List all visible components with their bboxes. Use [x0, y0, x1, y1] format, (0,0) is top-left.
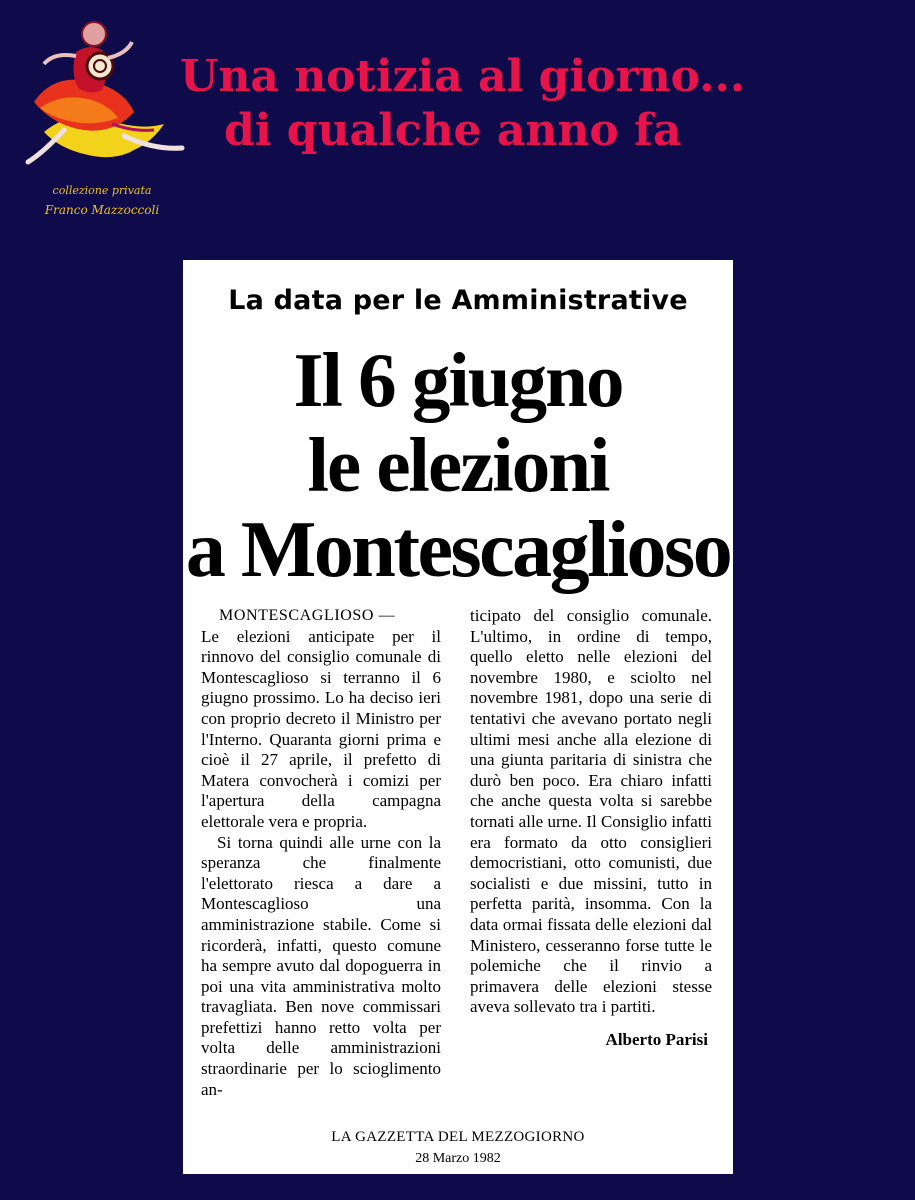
newspaper-clipping: [183, 260, 733, 1174]
article-dateline: MONTESCAGLIOSO —: [219, 607, 396, 624]
article-column-left: [201, 606, 441, 1100]
publication-date: 28 Marzo 1982: [415, 1151, 501, 1166]
logo-caption-owner: Franco Mazzoccoli: [44, 203, 160, 217]
page-title: [180, 50, 745, 158]
headline-line-2: le elezioni: [307, 422, 609, 508]
logo-caption-collection: collezione privata: [52, 184, 152, 197]
article-column-right: [470, 606, 712, 1050]
article-source: [183, 1128, 733, 1168]
logo: [14, 12, 190, 224]
newspaper-name: LA GAZZETTA DEL MEZZOGIORNO: [331, 1129, 585, 1145]
article-paragraph: ticipato del consiglio comunale. L'ultimo, in ordine di tempo, quello eletto nelle elezioni del novembre 1980, e sciolto nel novembre 1981, dopo una serie di tentativi che avevano portato negli ultimi mesi anche alla elezione di una giunta paritaria di sinistra che durò ben poco. Era chiaro infatti che anche questa volta si sarebbe tornati alle urne. Il Consiglio infatti era formato da otto consiglieri democristiani, otto comunisti, due socialisti e due missini, tutto in perfetta parità, insomma. Con la data ormai fissata delle elezioni dal Ministero, cesseranno forse tutte le polemiche che il rinvio a primavera delle elezioni stesse aveva sollevato tra i partiti.: [470, 606, 712, 1017]
dancer-with-tambourine-icon: [14, 12, 190, 182]
article-kicker: La data per le Amministrative: [228, 285, 688, 316]
page-title-line-1: Una notizia al giorno...: [180, 51, 746, 102]
headline-line-3: a Montescaglioso: [185, 506, 731, 594]
article-paragraph: Si torna quindi alle urne con la speranza che finalmente l'elettorato riesca a dare a Montescaglioso una amministrazione stabile. Come si ricorderà, infatti, questo comune ha sempre avuto dal dopoguerra in poi una vita amministrativa molto travagliata. Ben nove commissari prefettizi hanno retto volta per volta delle amministrazioni straordinarie per lo scioglimento an-: [201, 832, 441, 1099]
article-author: Alberto Parisi: [605, 1029, 708, 1049]
article-paragraph: Le elezioni anticipate per il rinnovo del consiglio comunale di Montescaglioso si terranno il 6 giugno prossimo. Lo ha deciso ieri con proprio decreto il Ministro per l'Interno. Quaranta giorni prima e cioè il 27 aprile, il prefetto di Matera convocherà i comizi per l'apertura della campagna elettorale vera e propria.: [201, 626, 441, 831]
page-title-line-2: di qualche anno fa: [224, 105, 682, 156]
headline-line-1: Il 6 giugno: [293, 337, 623, 423]
article-headline: [183, 338, 733, 593]
